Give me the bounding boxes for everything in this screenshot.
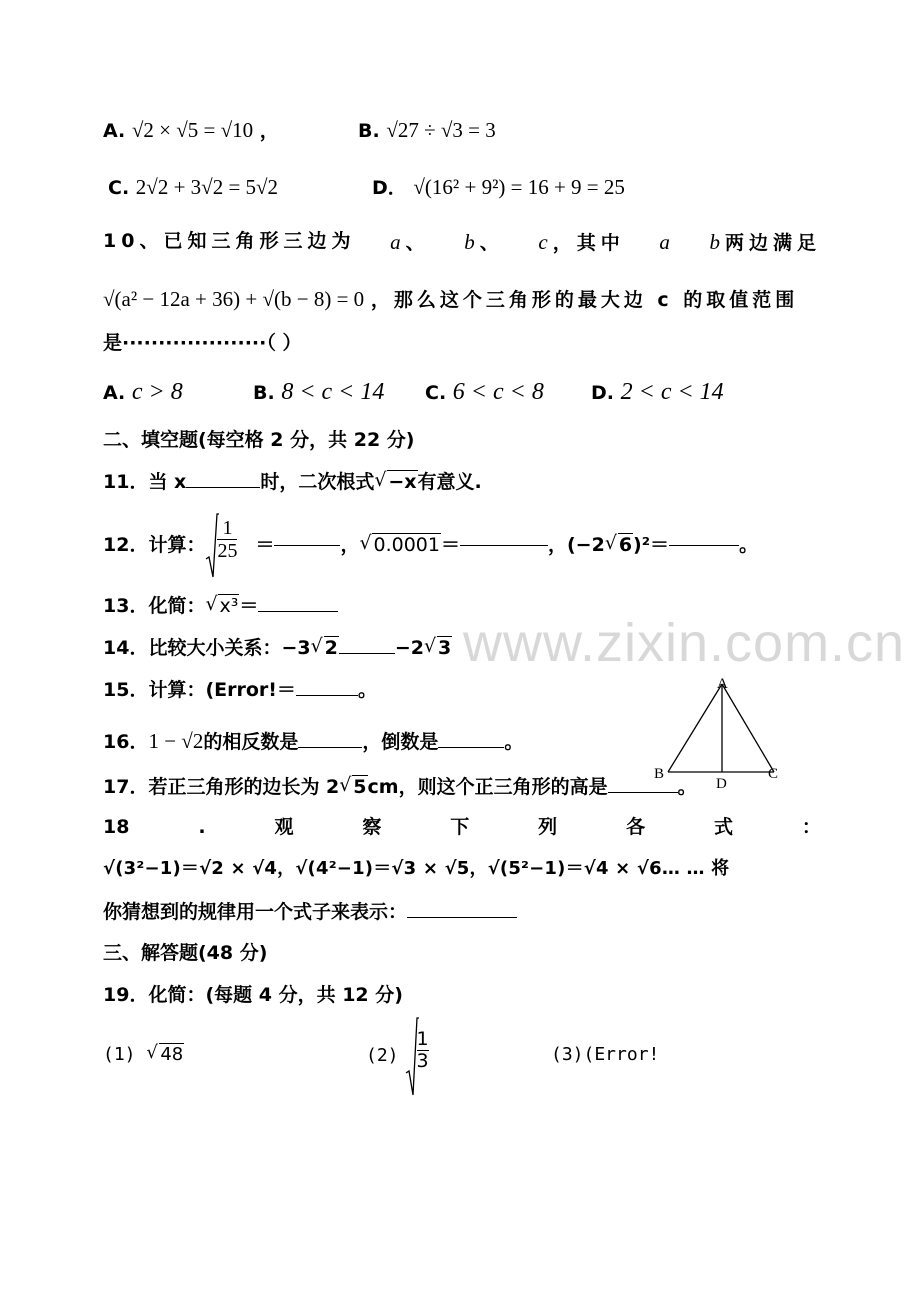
q12-blank-1 <box>274 545 340 546</box>
q14-blank <box>339 653 395 654</box>
q19-2-sqrt-fraction: $\frac{1}{3}$ <box>405 1017 453 1095</box>
vertex-a-label: A <box>717 676 728 692</box>
q10-option-c: C. 6 < c < 8 <box>425 379 544 405</box>
q11: 11．当 x 时，二次根式√ −x有意义. <box>103 473 482 492</box>
q18-line3: 你猜想到的规律用一个式子来表示： <box>103 903 517 922</box>
q17-blank <box>608 792 678 793</box>
q10-condition: √(a² − 12a + 36) + √(b − 8) = 0 <box>103 287 365 311</box>
q9-option-b: B. √27 ÷ √3 = 3 <box>358 118 496 142</box>
q10-option-b: B. 8 < c < 14 <box>253 379 385 405</box>
q17: 17．若正三角形的边长为 2√ 5cm，则这个正三角形的高是 。 <box>103 778 697 797</box>
q9-option-a: A. √2 × √5 = √10 ， <box>103 118 279 142</box>
section-2-heading: 二、填空题(每空格 2 分，共 22 分) <box>103 429 415 451</box>
q14: 14．比较大小关系：−3√ 2 −2√ 3 <box>103 639 452 658</box>
q13: 13．化简：√ x³＝ <box>103 597 338 616</box>
watermark: www.zixin.com.cn <box>463 613 906 673</box>
vertex-c-label: C <box>768 766 779 782</box>
q19-title: 19．化简：(每题 4 分，共 12 分) <box>103 984 403 1006</box>
q18-blank <box>407 917 517 918</box>
q16-blank-2 <box>438 747 504 748</box>
q16-expression: 1 − √2 <box>148 729 204 753</box>
triangle-figure <box>650 674 790 794</box>
q16-blank-1 <box>298 747 362 748</box>
q10-line2: √(a² − 12a + 36) + √(b − 8) = 0 ，那么这个三角形的最大边 c 的取值范围 <box>103 287 799 311</box>
vertex-b-label: B <box>654 766 665 782</box>
q15: 15．计算：(Error!＝ 。 <box>103 679 377 701</box>
q9-option-c: C. 2√2 + 3√2 = 5√2 <box>108 175 279 199</box>
q18-line2: √(3²−1)＝√2 × √4，√(4²−1)＝√3 × √5，√(5²−1)＝√4 × √6… … 将 <box>103 858 730 879</box>
q19-part-1: (1) √ 48 <box>103 1046 184 1064</box>
q10-line1: 10、已知三角形三边为 a、 b、 c，其中 a b两边满足 <box>103 230 821 254</box>
q12-sqrt-fraction: $\frac{1}{25}$ <box>205 513 255 577</box>
q13-blank <box>258 611 338 612</box>
option-label: A. <box>103 120 126 142</box>
q9-b-expression: √27 ÷ √3 = 3 <box>386 118 496 142</box>
q16: 16．1 − √2的相反数是 ，倒数是 。 <box>103 729 524 753</box>
q10-line3: 是····················（ ） <box>103 332 302 354</box>
q15-blank <box>296 695 358 696</box>
q18-line1: 18 . 观 察 下 列 各 式 ： <box>103 816 821 838</box>
q19-part-3: (3)(Error! <box>551 1044 660 1065</box>
q10-option-a: A. c > 8 <box>103 379 183 405</box>
point-d-label: D <box>716 776 727 792</box>
q19-part-2: (2) $\frac{1}{3}$ <box>366 1016 453 1096</box>
q10-option-d: D. 2 < c < 14 <box>591 379 724 405</box>
q9-d-expression: √(16² + 9²) = 16 + 9 = 25 <box>413 175 625 199</box>
q9-a-expression: √2 × √5 = √10 <box>131 118 254 142</box>
q9-c-expression: 2√2 + 3√2 = 5√2 <box>135 175 279 199</box>
q11-blank <box>186 487 260 488</box>
section-3-heading: 三、解答题(48 分) <box>103 942 268 964</box>
q12-blank-2 <box>460 545 548 546</box>
q12: 12．计算： $\frac{1}{25}$ ＝ ， √ 0.0001 ＝ ，(−2 √ 6 )²＝ 。 <box>103 512 758 578</box>
q9-option-d: D． √(16² + 9²) = 16 + 9 = 25 <box>372 175 625 199</box>
q12-blank-3 <box>669 545 739 546</box>
